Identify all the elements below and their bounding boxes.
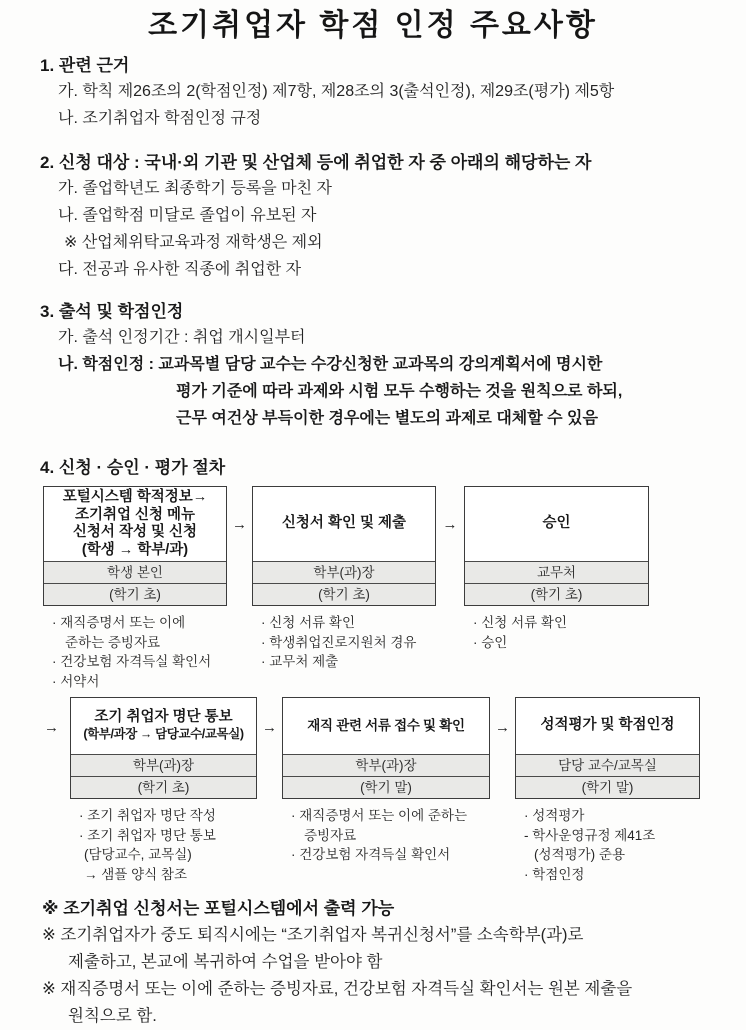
note-line-continuation: 준하는 증빙자료 [65, 634, 161, 650]
footnote: ※ 조기취업자가 중도 퇴직시에는 “조기취업자 복귀신청서”를 소속학부(과)로 [42, 926, 584, 944]
flow-step-timing: (학기 말) [516, 776, 699, 798]
flow-step-box [70, 697, 257, 799]
note-line: · 조기 취업자 명단 통보 [79, 827, 216, 843]
note-line: · 건강보험 자격득실 확인서 [52, 654, 212, 669]
section-procedure [40, 456, 718, 480]
note-line: · 신청 서류 확인 [473, 615, 567, 630]
note-line: · 건강보험 자격득실 확인서 [291, 847, 451, 862]
footnote-continuation: 제출하고, 본교에 복귀하여 수업을 받아야 함 [68, 953, 383, 971]
note-line: · 재직증명서 또는 이에 준하는 [291, 808, 467, 823]
section-items [58, 324, 718, 432]
flow-step-timing: (학기 초) [71, 776, 256, 798]
title-line: 포털시스템 학적정보→ [62, 489, 208, 505]
note-line: · 교무처 제출 [261, 654, 339, 669]
flow-step-grade-credit [515, 697, 700, 884]
list-item-note: ※ 산업체위탁교육과정 재학생은 제외 [64, 234, 323, 251]
title-line: 조기 취업자 명단 통보 [94, 708, 233, 725]
note-line: · 학점인정 [524, 866, 585, 882]
note-line: · 승인 [473, 634, 508, 650]
flow-step-notes [464, 613, 649, 652]
flow-step-timing: (학기 초) [253, 583, 435, 605]
title-line: 재직 관련 서류 접수 및 확인 [307, 718, 465, 734]
note-line: · 신청 서류 확인 [261, 615, 355, 630]
flow-step-timing: (학기 말) [283, 776, 489, 798]
arrow-right-icon: → [232, 516, 247, 533]
footnote: ※ 조기취업 신청서는 포털시스템에서 출력 가능 [42, 899, 395, 918]
section-items [58, 175, 718, 283]
title-line: 조기취업 신청 메뉴 [74, 506, 196, 523]
section-attendance-credit [40, 300, 718, 432]
footnote: ※ 재직증명서 또는 이에 준하는 증빙자료, 건강보험 자격득실 확인서는 원본 제출을 [42, 980, 633, 998]
title-line: (학생 → 학부/과) [81, 541, 189, 558]
flow-step-notify-list [70, 697, 257, 884]
flow-step-box [282, 697, 490, 799]
section-heading: 1. 관련 근거 [40, 56, 130, 75]
flowchart-row-2 [40, 697, 746, 884]
note-line: · 재직증명서 또는 이에 [52, 615, 186, 630]
flow-step-notes [43, 613, 227, 691]
note-line: · 서약서 [52, 673, 100, 689]
flow-step-title [71, 698, 256, 754]
list-item: 나. 학점인정 : 교과목별 담당 교수는 수강신청한 교과목의 강의계획서에 명시한 [58, 356, 603, 373]
flow-step-actor: 학부(과)장 [71, 754, 256, 776]
arrow-right-icon: → [442, 516, 458, 533]
flow-step-actor: 학생 본인 [44, 561, 226, 583]
note-line-continuation: (성적평가) 준용 [534, 847, 625, 862]
arrow-right-icon: → [44, 719, 59, 736]
list-item-continuation: 근무 여건상 부득이한 경우에는 별도의 과제로 대체할 수 있음 [176, 410, 598, 427]
title-line: 승인 [542, 515, 571, 532]
section-heading: 3. 출석 및 학점인정 [40, 302, 184, 321]
list-item: 가. 졸업학년도 최종학기 등록을 마친 자 [58, 180, 332, 197]
flow-step-box [43, 486, 227, 606]
list-item: 가. 학칙 제26조의 2(학점인정) 제7항, 제28조의 3(출석인정), 제29조(평가) 제5항 [58, 83, 615, 100]
flow-step-approve [464, 486, 649, 652]
flow-step-notes [252, 613, 436, 672]
flow-step-review-submit [252, 486, 436, 672]
flowchart-row-1 [43, 486, 746, 691]
flow-step-title [253, 487, 435, 561]
list-item: 가. 출석 인정기간 : 취업 개시일부터 [58, 329, 306, 346]
title-line: 성적평가 및 학점인정 [540, 717, 675, 734]
section-heading: 2. 신청 대상 : 국내·외 기관 및 산업체 등에 취업한 자 중 아래의 해당하는 자 [40, 153, 592, 172]
title-line: 신청서 작성 및 신청 [72, 524, 198, 540]
flow-step-actor: 학부(과)장 [253, 561, 435, 583]
title-line: 신청서 확인 및 제출 [281, 515, 407, 532]
section-items [58, 78, 718, 132]
footnote-continuation: 원칙으로 함. [68, 1007, 157, 1025]
flow-step-title [283, 698, 489, 754]
page-title: 조기취업자 학점 인정 주요사항 [148, 9, 598, 42]
note-line-continuation: (담당교수, 교목실) [84, 847, 192, 862]
flow-step-timing: (학기 초) [465, 583, 648, 605]
note-line-continuation: → 샘플 양식 참조 [84, 866, 187, 882]
flow-step-timing: (학기 초) [44, 583, 226, 605]
flow-step-notes [515, 806, 700, 884]
list-item: 나. 졸업학점 미달로 졸업이 유보된 자 [58, 207, 317, 224]
flow-step-receive-docs [282, 697, 490, 865]
flow-step-actor: 담당 교수/교목실 [516, 754, 699, 776]
flow-step-box [515, 697, 700, 799]
section-eligibility [40, 151, 718, 283]
flow-step-apply [43, 486, 227, 691]
arrow-right-icon: → [262, 719, 277, 736]
flow-step-box [252, 486, 436, 606]
note-line: - 학사운영규정 제41조 [524, 827, 656, 843]
title-line: (학부/과장 → 담당교수/교목실) [83, 727, 244, 741]
section-heading: 4. 신청 · 승인 · 평가 절차 [40, 458, 226, 477]
note-line: · 조기 취업자 명단 작성 [79, 808, 216, 823]
list-item: 다. 전공과 유사한 직종에 취업한 자 [58, 261, 302, 278]
flow-step-box [464, 486, 649, 606]
flow-step-title [516, 698, 699, 754]
list-item-continuation: 평가 기준에 따라 과제와 시험 모두 수행하는 것을 원칙으로 하되, [176, 383, 623, 400]
flow-step-title [44, 487, 226, 561]
flow-step-notes [282, 806, 490, 865]
section-related-basis [40, 54, 718, 132]
flow-step-notes [70, 806, 257, 884]
note-line: · 성적평가 [524, 808, 585, 823]
list-item: 나. 조기취업자 학점인정 규정 [58, 110, 262, 127]
note-line: · 학생취업진로지원처 경유 [261, 634, 417, 650]
flow-step-title [465, 487, 648, 561]
flow-step-actor: 교무처 [465, 561, 648, 583]
note-line-continuation: 증빙자료 [304, 827, 357, 843]
arrow-right-icon: → [495, 719, 510, 736]
footnotes [42, 895, 722, 1030]
flow-step-actor: 학부(과)장 [283, 754, 489, 776]
